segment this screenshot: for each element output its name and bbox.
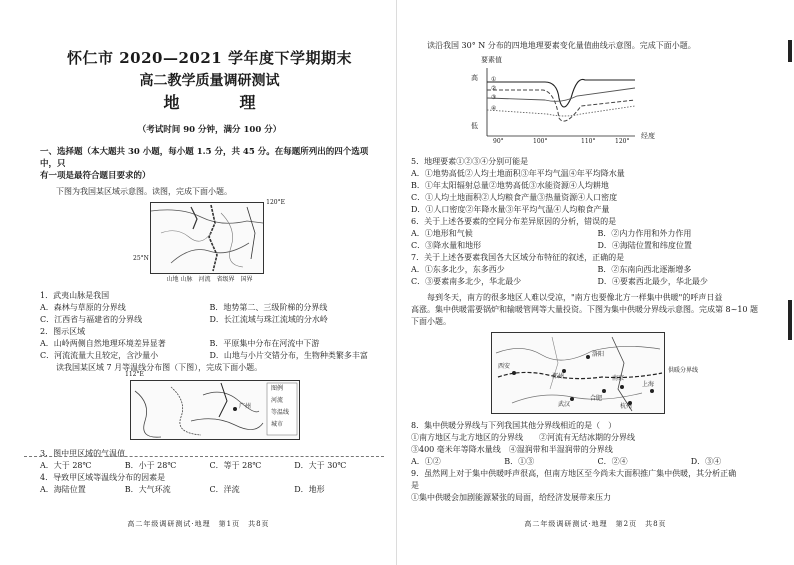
graph-curve-3 — [487, 88, 635, 101]
q8-options — [411, 456, 784, 468]
curve-label-4: ④ — [491, 105, 497, 112]
q8-option-d[interactable]: D．③④ — [690, 457, 722, 466]
intro-question-3: 读我国某区域 7 月等温线分布图（下图），完成下面小题。 — [56, 363, 263, 372]
q1-option-c[interactable]: C．江西省与福建省的分界线 — [40, 315, 143, 324]
q3-option-d[interactable]: D．大于 30℃ — [294, 461, 347, 470]
exam-title: 怀仁市 2020—2021 学年度下学期期末 — [67, 49, 352, 67]
q1-options-row1 — [40, 302, 379, 314]
intro-question-8-line3: 下面小题。 — [411, 317, 451, 326]
exam-subject: 地 理 — [163, 93, 278, 112]
section1-heading: 一、选择题（本大题共 30 小题，每小题 1.5 分，共 45 分。在每题所列出的四个选项中，只 — [40, 147, 369, 169]
q5-option-c[interactable]: C．①人均土地面积②人均粮食产量③热量资源④人口密度 — [411, 193, 618, 202]
question-1: 1．武夷山脉是我国 — [40, 291, 110, 300]
q2-options-row2 — [40, 350, 379, 362]
q1-option-d[interactable]: D．长江流域与珠江流域的分水岭 — [209, 315, 328, 324]
question-3: 3．图中甲区域的气温值 — [40, 449, 126, 458]
q7-option-d[interactable]: D．④要素西北最少，华北最少 — [597, 277, 708, 286]
graph-y-low: 低 — [471, 122, 478, 130]
q3-options — [40, 460, 379, 472]
graph-y-high: 高 — [471, 74, 478, 82]
q8-option-c[interactable]: C．②④ — [597, 457, 628, 466]
graph-curve-4 — [487, 106, 635, 116]
binding-mark-top — [788, 40, 792, 62]
q6-options-row1 — [411, 228, 784, 240]
q5-option-d[interactable]: D．①人口密度②年降水量③年平均气温④人均粮食产量 — [411, 205, 610, 214]
q7-option-c[interactable]: C．③要素南多北少，华北最少 — [411, 277, 522, 286]
q2-option-c[interactable]: C．河流流量大且较定，含沙量小 — [40, 351, 159, 360]
map2-city-guangzhou: 广州 — [239, 403, 252, 410]
q6-option-a[interactable]: A．①地形和气候 — [411, 229, 473, 238]
q7-options-row1 — [411, 264, 784, 276]
page-2-footer: 高二年级调研测试·地理 第2页 共8页 — [524, 520, 667, 528]
exam-subtitle: 高二教学质量调研测试 — [139, 73, 280, 89]
map3-city-shanghai: 上海 — [642, 381, 655, 388]
q4-option-d[interactable]: D．地形 — [294, 485, 325, 494]
q5-option-b[interactable]: B．①年太阳辐射总量②地势高低③水能资源④人均耕地 — [411, 181, 609, 190]
q4-option-b[interactable]: B．大气环流 — [124, 485, 171, 494]
graph-plot — [485, 58, 685, 142]
q7-options-row2 — [411, 276, 784, 288]
page-1-footer: 高二年级调研测试·地理 第1页 共8页 — [127, 520, 270, 528]
map3-city-hangzhou: 杭州 — [620, 403, 633, 410]
map3-city-luoyang: 洛阳 — [592, 351, 605, 358]
q9-item-1: ①集中供暖会加剧能源紧张的局面，给经济发展带来压力 — [411, 493, 611, 502]
q1-option-b[interactable]: B．地势第二、三级阶梯的分界线 — [209, 303, 328, 312]
graph-xtick-100: 100° — [533, 138, 548, 145]
graph-xtick-110: 110° — [581, 138, 596, 145]
question-8: 8．集中供暖分界线与下列我国其他分界线相近的是（ ） — [411, 421, 617, 430]
q6-option-c[interactable]: C．③降水量和地形 — [411, 241, 482, 250]
map-heating-line — [491, 332, 698, 414]
section1-heading-cont: 有一项是最符合题目要求的） — [40, 171, 151, 181]
curve-label-3: ③ — [491, 94, 497, 101]
question-9-cont: 是 — [411, 481, 419, 490]
map3-city-wuhan: 武汉 — [558, 401, 571, 408]
map-heating-line-drawing — [492, 333, 664, 413]
question-2: 2．图示区域 — [40, 327, 86, 336]
q3-option-c[interactable]: C．等于 28℃ — [209, 461, 262, 470]
curve-label-2: ② — [491, 85, 497, 92]
intro-question-1: 下图为我国某区域示意图。读图，完成下面小题。 — [56, 187, 232, 196]
q4-options — [40, 484, 379, 496]
map-region-1-drawing — [151, 203, 263, 273]
q7-option-b[interactable]: B．②东南向西北逐渐增多 — [597, 265, 692, 274]
intro-question-8-line1: 每到冬天，南方的很多地区人难以受凉，"南方也要像北方一样集中供暖"的呼声日益 — [427, 293, 723, 302]
map1-lon-label: 120°E — [266, 199, 285, 206]
map1-lat-label: 25°N — [133, 255, 149, 262]
q3-option-a[interactable]: A．大于 28℃ — [40, 461, 92, 470]
intro-question-5: 读沿我国 30° N 分布的四地地理要素变化量值曲线示意图。完成下面小题。 — [427, 41, 696, 50]
q2-option-d[interactable]: D．山地与小片交错分布，生物种类繁多丰富 — [209, 351, 368, 360]
q2-option-a[interactable]: A．山岭两侧自然地理环境差异显著 — [40, 339, 166, 348]
graph-xtick-120: 120° — [615, 138, 630, 145]
fold-line — [24, 456, 384, 457]
map2-legend-title: 图例 — [271, 385, 284, 392]
q8-option-a[interactable]: A．①② — [411, 457, 441, 466]
curve-label-1: ① — [491, 76, 497, 83]
graph-curve-2 — [487, 90, 635, 121]
q8-item-1: ①南方地区与北方地区的分界线 ②河流有无结冰期的分界线 — [411, 433, 635, 442]
q8-item-2: ③400 毫米年等降水量线 ④湿润带和半湿润带的分界线 — [411, 445, 613, 454]
map3-legend: 供暖分界线 — [667, 367, 698, 374]
binding-mark-middle — [788, 300, 792, 340]
q4-option-a[interactable]: A．海陆位置 — [40, 485, 86, 494]
q2-options-row1 — [40, 338, 379, 350]
element-value-graph — [471, 56, 685, 145]
graph-xtick-90: 90° — [493, 138, 504, 145]
question-6: 6．关于上述各要素的空间分布差异原因的分析，错误的是 — [411, 217, 617, 226]
exam-page-2 — [397, 0, 794, 565]
q2-option-b[interactable]: B．平原集中分布在河流中下游 — [209, 339, 320, 348]
map-region-1 — [133, 199, 285, 274]
question-9: 9．虽然网上对于集中供暖呼声很高，但南方地区至今尚未大面积推广集中供暖，其分析正确 — [411, 469, 737, 478]
q1-options-row2 — [40, 314, 379, 326]
map1-legend: 山地 山脉 河流 省级界 国界 — [166, 276, 253, 283]
q3-option-b[interactable]: B．小于 28℃ — [124, 461, 177, 470]
exam-info: （考试时间 90 分钟，满分 100 分） — [137, 125, 282, 135]
map3-city-xian: 西安 — [498, 363, 511, 370]
question-5: 5．地理要素①②③④分别可能是 — [411, 157, 529, 166]
map2-legend-isotherm: 等温线 — [271, 409, 290, 416]
graph-xlabel: 经度 — [641, 132, 655, 140]
map2-lon-label: 112°E — [125, 371, 144, 378]
q6-options-row2 — [411, 240, 784, 252]
map3-city-hefei: 合肥 — [590, 395, 603, 402]
map2-legend-city: 城市 — [271, 421, 284, 428]
graph-ylabel: 要素值 — [481, 56, 502, 64]
question-7: 7．关于上述各要素我国各大区域分布特征的叙述，正确的是 — [411, 253, 625, 262]
intro-question-8-line2: 高涨。集中供暖需要锅炉和输暖管网等大量投资。下图为集中供暖分界线示意图。完成第 8~10 题 — [411, 305, 759, 314]
q5-option-a[interactable]: A．①地势高低②人均土地面积③年平均气温④年平均降水量 — [411, 169, 625, 178]
q1-option-a[interactable]: A．森林与草原的分界线 — [40, 303, 126, 312]
question-4: 4．导致甲区域等温线分布的因素是 — [40, 473, 166, 482]
q4-option-c[interactable]: C．洋流 — [209, 485, 240, 494]
map2-legend-river: 河流 — [271, 397, 284, 404]
map-isotherm — [125, 371, 300, 440]
q6-option-d[interactable]: D．④海陆位置和纬度位置 — [597, 241, 692, 250]
q6-option-b[interactable]: B．②内力作用和外力作用 — [597, 229, 692, 238]
map3-city-zhengzhou: 郑州 — [552, 373, 565, 380]
q8-option-b[interactable]: B．①③ — [504, 457, 535, 466]
q7-option-a[interactable]: A．①东多北少，东多西少 — [411, 265, 505, 274]
map3-city-nanjing: 南京 — [612, 375, 625, 382]
